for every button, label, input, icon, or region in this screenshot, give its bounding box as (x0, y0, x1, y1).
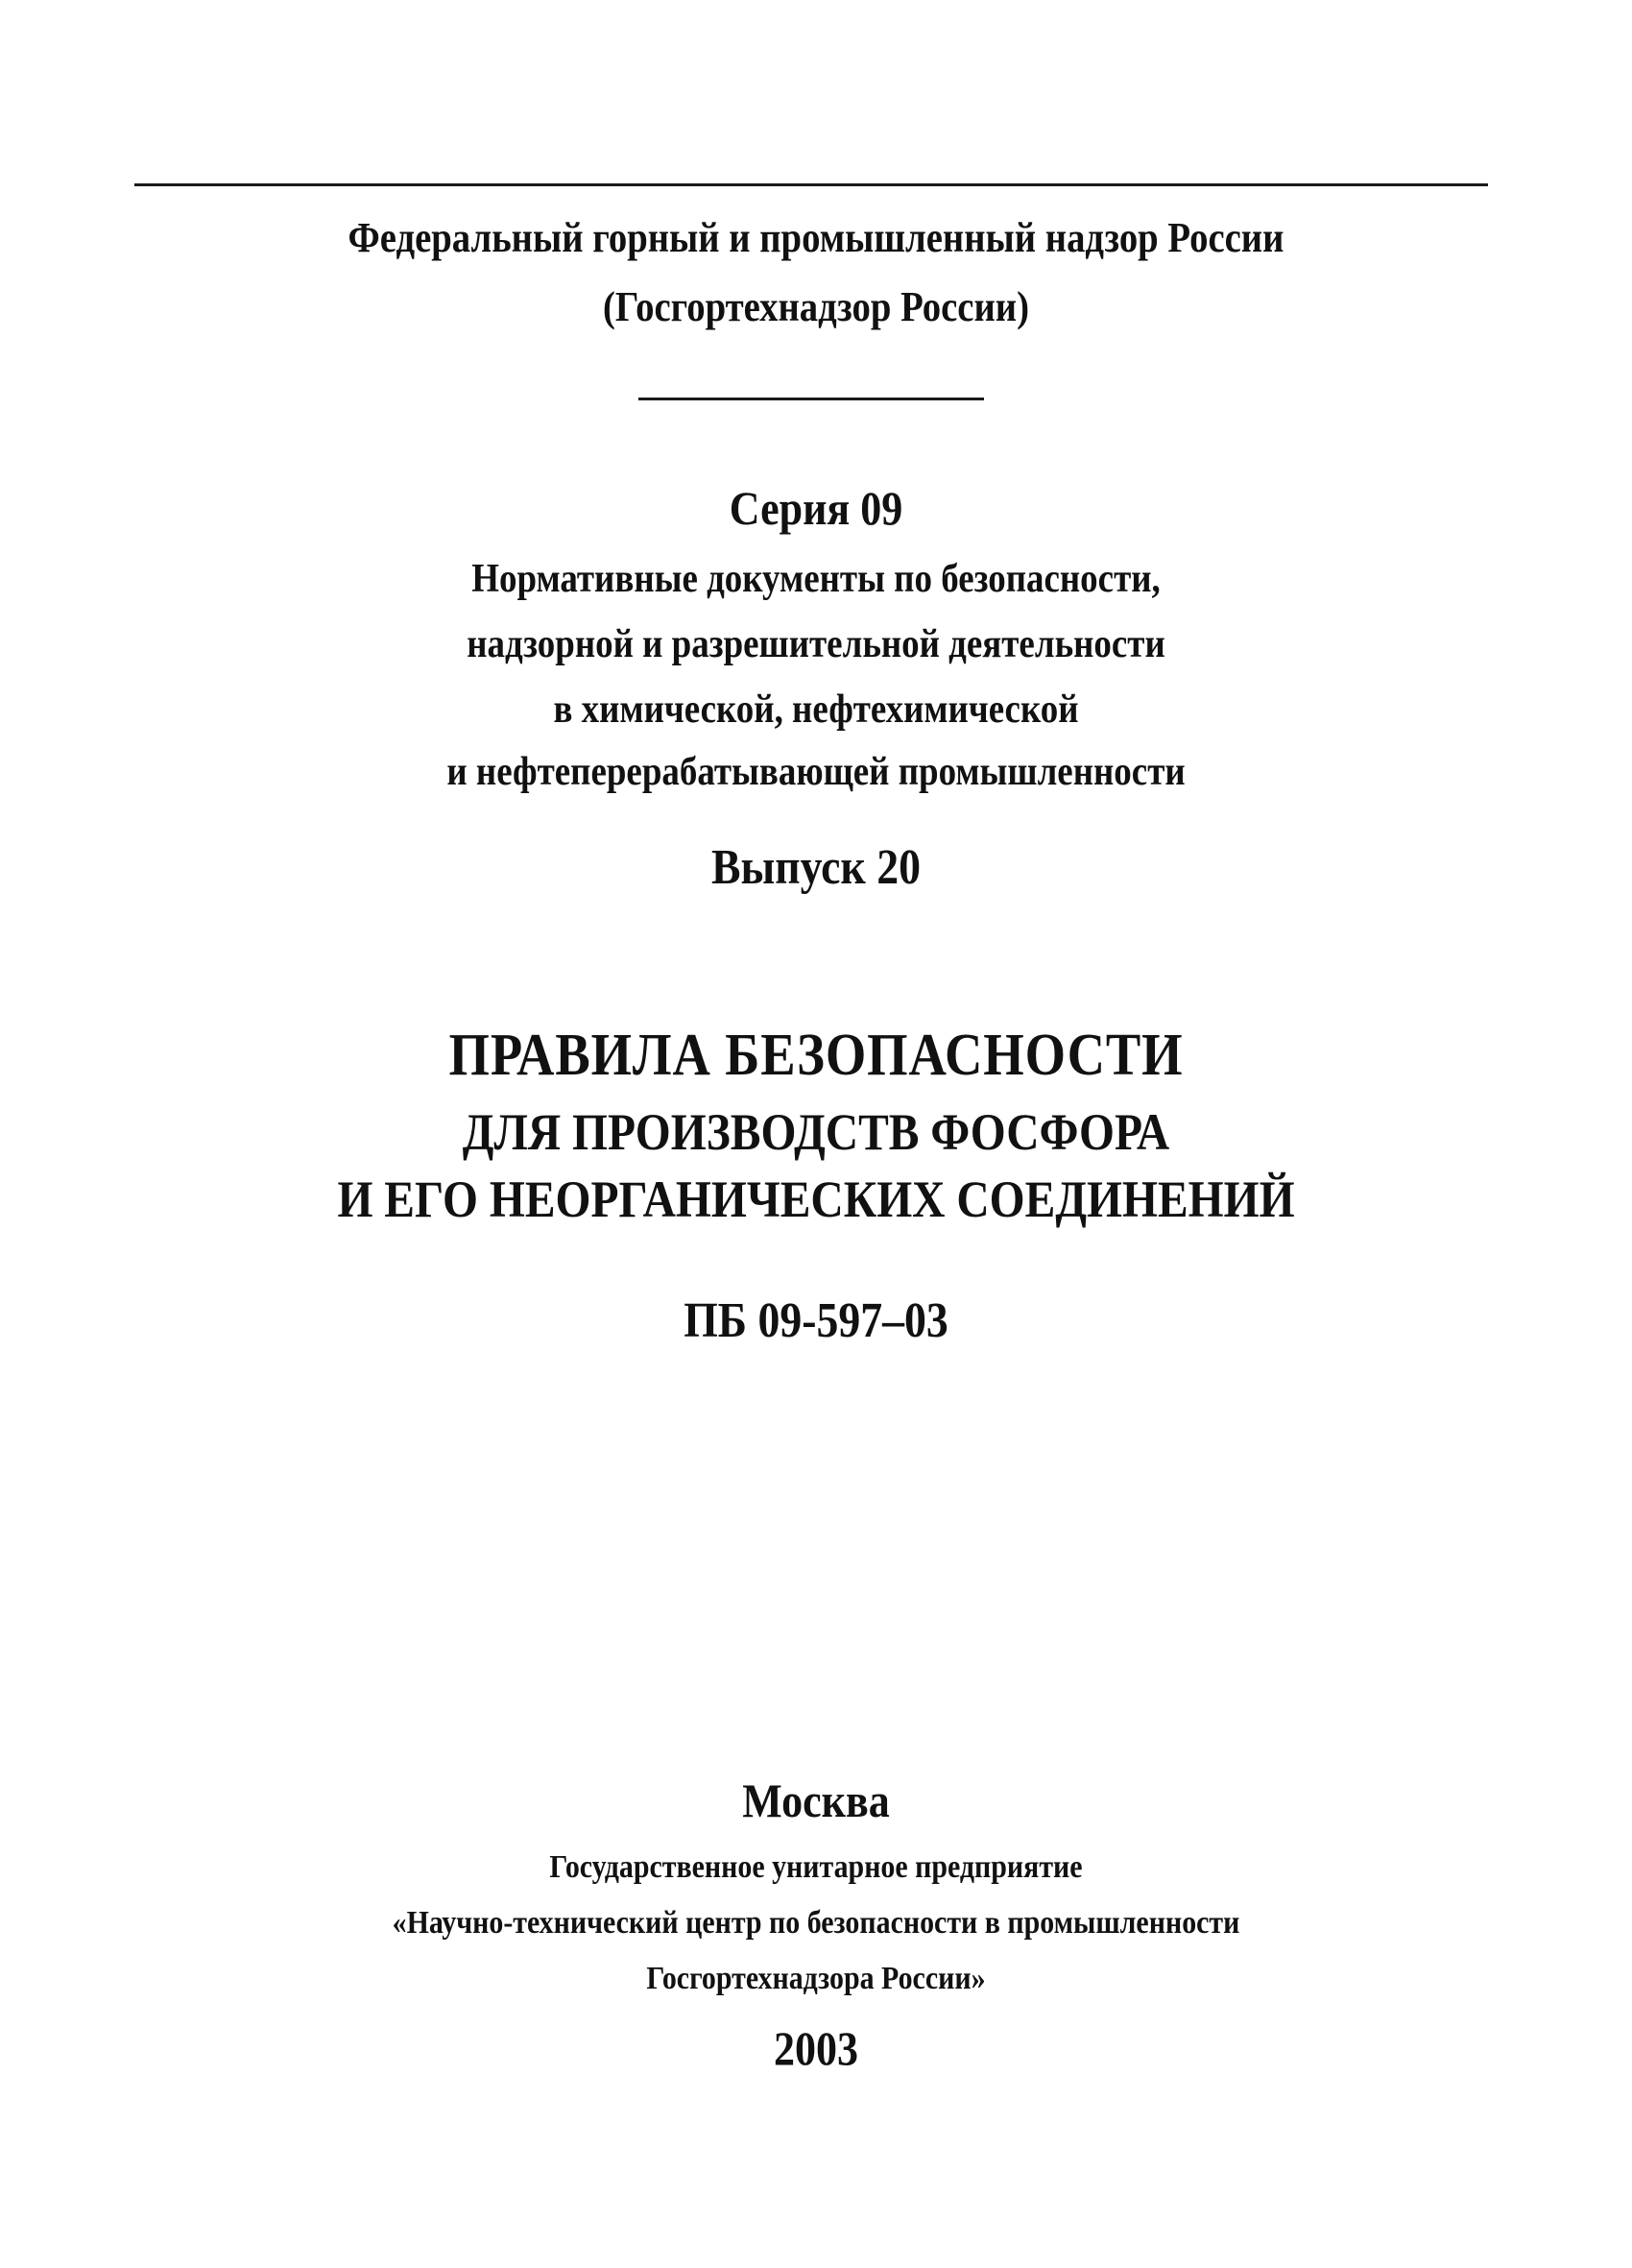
agency-name: Федеральный горный и промышленный надзор России (348, 214, 1284, 261)
series-description-line: и нефтеперерабатывающей промышленности (446, 750, 1186, 794)
series-description-line: надзорной и разрешительной деятельности (467, 622, 1165, 666)
document-title-line: И ЕГО НЕОРГАНИЧЕСКИХ СОЕДИНЕНИЙ (337, 1170, 1295, 1228)
document-code: ПБ 09-597–03 (684, 1293, 948, 1348)
document-title-line: ДЛЯ ПРОИЗВОДСТВ ФОСФОРА (462, 1103, 1170, 1161)
series-description-line: Нормативные документы по безопасности, (471, 557, 1161, 601)
series-description-line: в химической, нефтехимической (553, 688, 1079, 732)
publisher-line: Госгортехнадзора России» (646, 1961, 986, 1996)
agency-abbreviation: (Госгортехнадзор России) (602, 283, 1030, 330)
top-divider (134, 183, 1488, 186)
publisher-line: Государственное унитарное предприятие (549, 1849, 1083, 1885)
publication-city: Москва (742, 1773, 890, 1827)
issue-number: Выпуск 20 (711, 840, 921, 895)
publication-year: 2003 (774, 2021, 858, 2075)
publisher-line: «Научно-технический центр по безопасности в промышленности (392, 1905, 1240, 1941)
document-title: ПРАВИЛА БЕЗОПАСНОСТИ (448, 1023, 1184, 1088)
section-divider (638, 398, 984, 400)
series-title: Серия 09 (729, 481, 903, 535)
